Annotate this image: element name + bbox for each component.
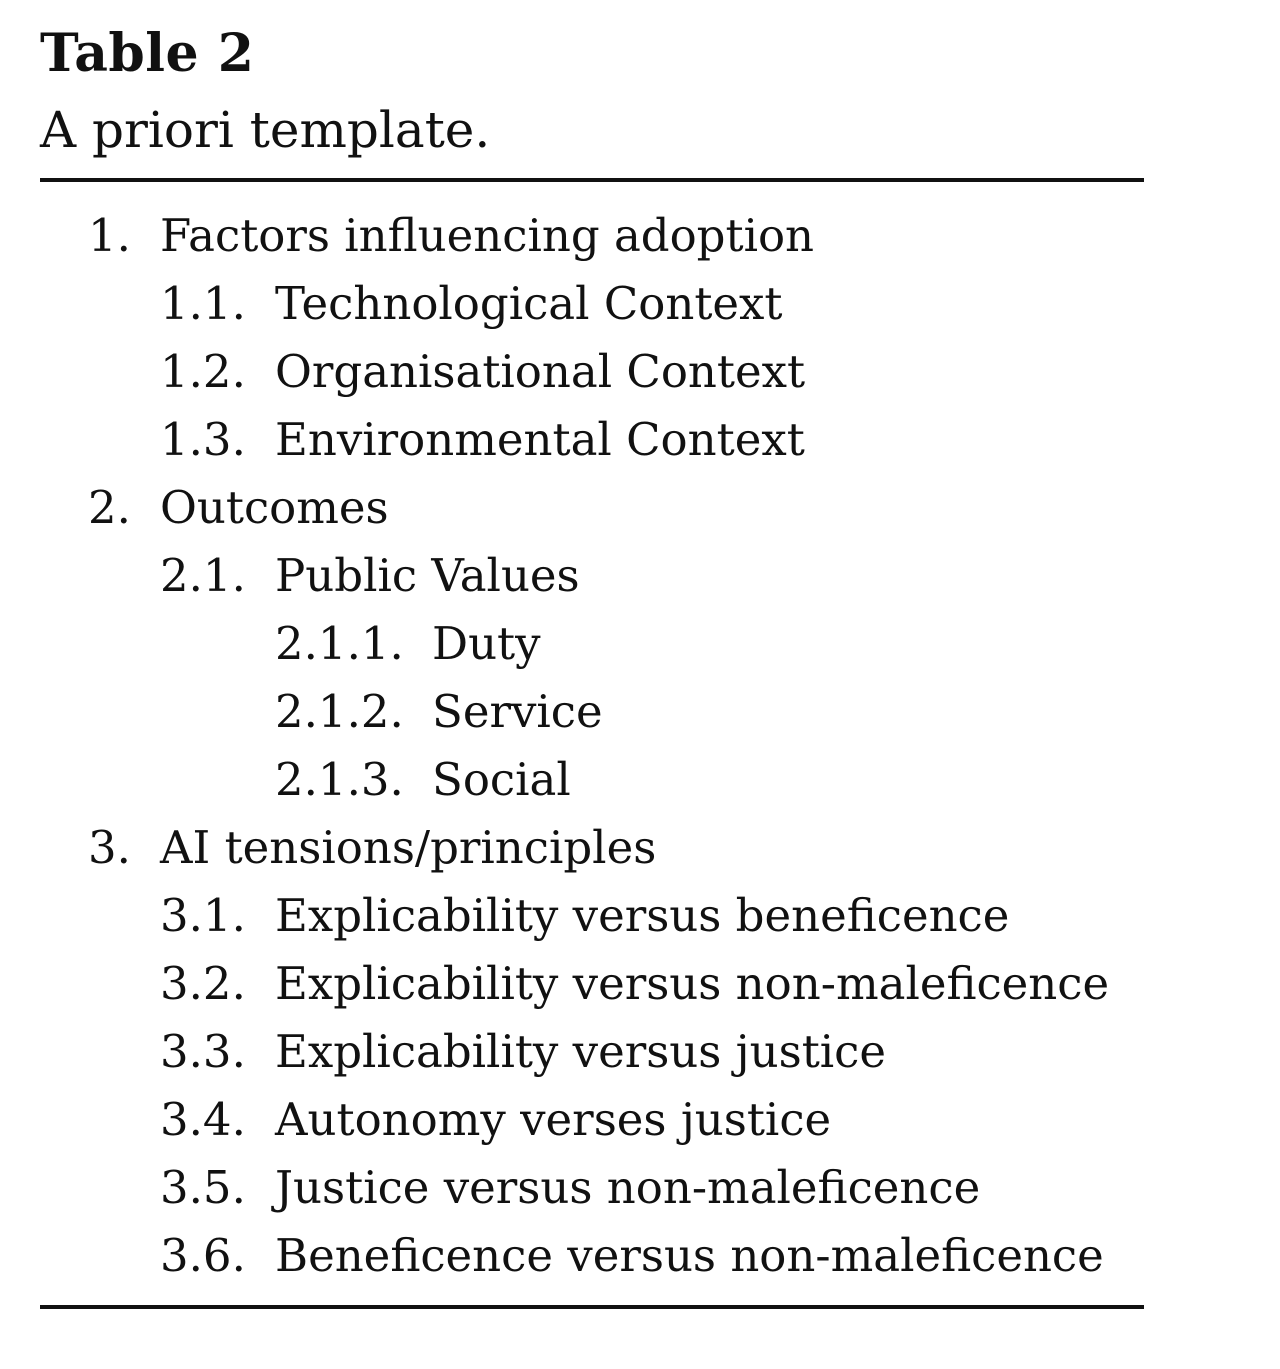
outline-item xyxy=(0,950,1280,1018)
table-caption: A priori template. xyxy=(40,101,491,159)
item-text: Explicability versus beneficence xyxy=(275,889,1010,942)
item-number: 2. xyxy=(88,481,131,534)
outline-item xyxy=(0,542,1280,610)
table-label: Table 2 xyxy=(40,23,255,84)
item-text: Environmental Context xyxy=(275,413,805,466)
item-text: Autonomy verses justice xyxy=(275,1093,832,1146)
item-text: Explicability versus non-maleficence xyxy=(275,957,1110,1010)
item-number: 1.1. xyxy=(160,277,246,330)
top-rule xyxy=(40,178,1144,182)
outline-item xyxy=(0,1086,1280,1154)
bottom-rule xyxy=(40,1305,1144,1309)
item-number: 3.5. xyxy=(160,1161,246,1214)
outline-item xyxy=(0,202,1280,270)
item-number: 2.1.2. xyxy=(275,685,404,738)
outline-item xyxy=(0,814,1280,882)
outline-item xyxy=(0,474,1280,542)
outline-item xyxy=(0,678,1280,746)
outline-item xyxy=(0,1222,1280,1290)
item-number: 2.1.1. xyxy=(275,617,404,670)
outline-item xyxy=(0,338,1280,406)
item-number: 3.4. xyxy=(160,1093,246,1146)
item-number: 1. xyxy=(88,209,131,262)
outline-item xyxy=(0,746,1280,814)
item-text: Public Values xyxy=(275,549,580,602)
template-outline xyxy=(0,202,1280,1290)
item-number: 3. xyxy=(88,821,131,874)
outline-item xyxy=(0,406,1280,474)
item-text: Explicability versus justice xyxy=(275,1025,887,1078)
item-number: 3.2. xyxy=(160,957,246,1010)
item-text: Organisational Context xyxy=(275,345,806,398)
item-text: Social xyxy=(432,753,571,806)
item-number: 3.3. xyxy=(160,1025,246,1078)
item-text: Service xyxy=(432,685,603,738)
item-number: 3.6. xyxy=(160,1229,246,1282)
outline-item xyxy=(0,1018,1280,1086)
item-number: 3.1. xyxy=(160,889,246,942)
outline-item xyxy=(0,882,1280,950)
item-number: 2.1. xyxy=(160,549,246,602)
outline-item xyxy=(0,1154,1280,1222)
item-text: Factors influencing adoption xyxy=(160,209,815,262)
item-number: 1.3. xyxy=(160,413,246,466)
outline-item xyxy=(0,610,1280,678)
item-text: Justice versus non-maleficence xyxy=(275,1161,981,1214)
item-number: 2.1.3. xyxy=(275,753,404,806)
item-text: Outcomes xyxy=(160,481,389,534)
item-text: Beneficence versus non-maleficence xyxy=(275,1229,1104,1282)
item-text: Technological Context xyxy=(275,277,783,330)
item-number: 1.2. xyxy=(160,345,246,398)
item-text: Duty xyxy=(432,617,541,670)
outline-item xyxy=(0,270,1280,338)
item-text: AI tensions/principles xyxy=(160,821,657,874)
